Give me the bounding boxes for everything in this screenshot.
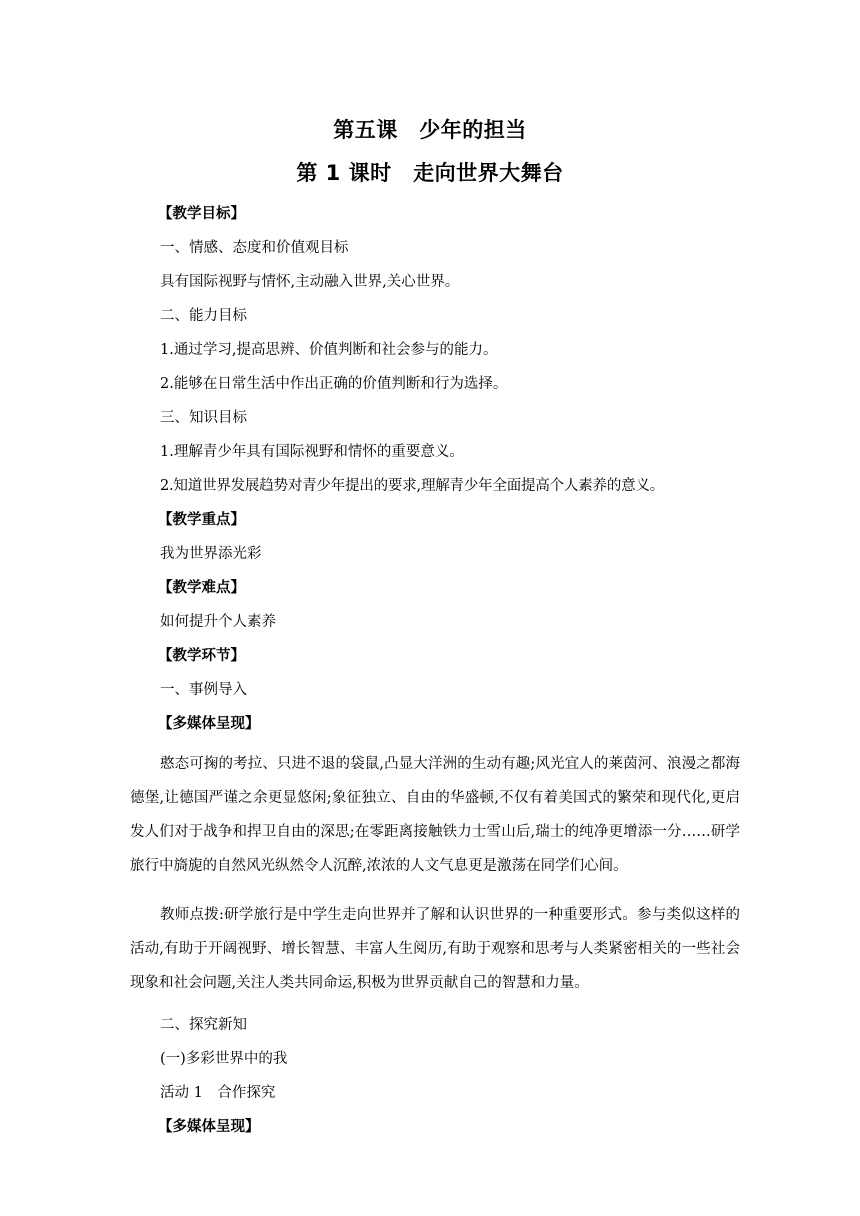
section-heading-goals: 【教学目标】 xyxy=(158,206,245,222)
goal2-heading: 二、能力目标 xyxy=(160,308,247,324)
section-heading-steps: 【教学环节】 xyxy=(158,648,245,664)
section-heading-key: 【教学重点】 xyxy=(158,512,245,528)
goal3-heading: 三、知识目标 xyxy=(160,410,247,426)
section-heading-media-2: 【多媒体呈现】 xyxy=(158,1119,260,1135)
lesson-title: 第五课 少年的担当 xyxy=(333,118,527,142)
step2-heading: 二、探究新知 xyxy=(160,1017,247,1033)
document-body xyxy=(130,203,740,1150)
media-paragraph: 憨态可掬的考拉、只进不退的袋鼠,凸显大洋洲的生动有趣;风光宜人的莱茵河、浪漫之都海德堡,让德国严谨之余更显悠闲;象征独立、自由的华盛顿,不仅有着美国式的繁荣和现代化,更启发人们对于战争和捍卫自由的深思;在零距离接触铁力士雪山后,瑞士的纯净更增添一分……研学旅行中旖旎的自然风光纵然令人沉醉,浓浓的人文气息更是激荡在同学们心间。 xyxy=(130,756,740,874)
goal2-item-1: 1.通过学习,提高思辨、价值判断和社会参与的能力。 xyxy=(160,342,498,358)
teacher-note-paragraph: 教师点拨:研学旅行是中学生走向世界并了解和认识世界的一种重要形式。参与类似这样的活动,有助于开阔视野、增长智慧、丰富人生阅历,有助于观察和思考与人类紧密相关的一些社会现象和社会问题,关注人类共同命运,积极为世界贡献自己的智慧和力量。 xyxy=(130,906,740,991)
subsection1-heading: (一)多彩世界中的我 xyxy=(160,1051,288,1067)
difficult-point-text: 如何提升个人素养 xyxy=(160,614,276,630)
section-heading-media-1: 【多媒体呈现】 xyxy=(158,716,260,732)
step1-heading: 一、事例导入 xyxy=(160,682,247,698)
section-heading-difficult: 【教学难点】 xyxy=(158,580,245,596)
goal1-text: 具有国际视野与情怀,主动融入世界,关心世界。 xyxy=(160,274,460,290)
goal3-item-2: 2.知道世界发展趋势对青少年提出的要求,理解青少年全面提高个人素养的意义。 xyxy=(160,478,665,494)
goal3-item-1: 1.理解青少年具有国际视野和情怀的重要意义。 xyxy=(160,444,464,460)
period-title: 第 1 课时 走向世界大舞台 xyxy=(296,161,564,185)
activity1-label: 活动 1 合作探究 xyxy=(160,1085,276,1101)
goal1-heading: 一、情感、态度和价值观目标 xyxy=(160,240,349,256)
key-point-text: 我为世界添光彩 xyxy=(160,546,262,562)
goal2-item-2: 2.能够在日常生活中作出正确的价值判断和行为选择。 xyxy=(160,376,508,392)
